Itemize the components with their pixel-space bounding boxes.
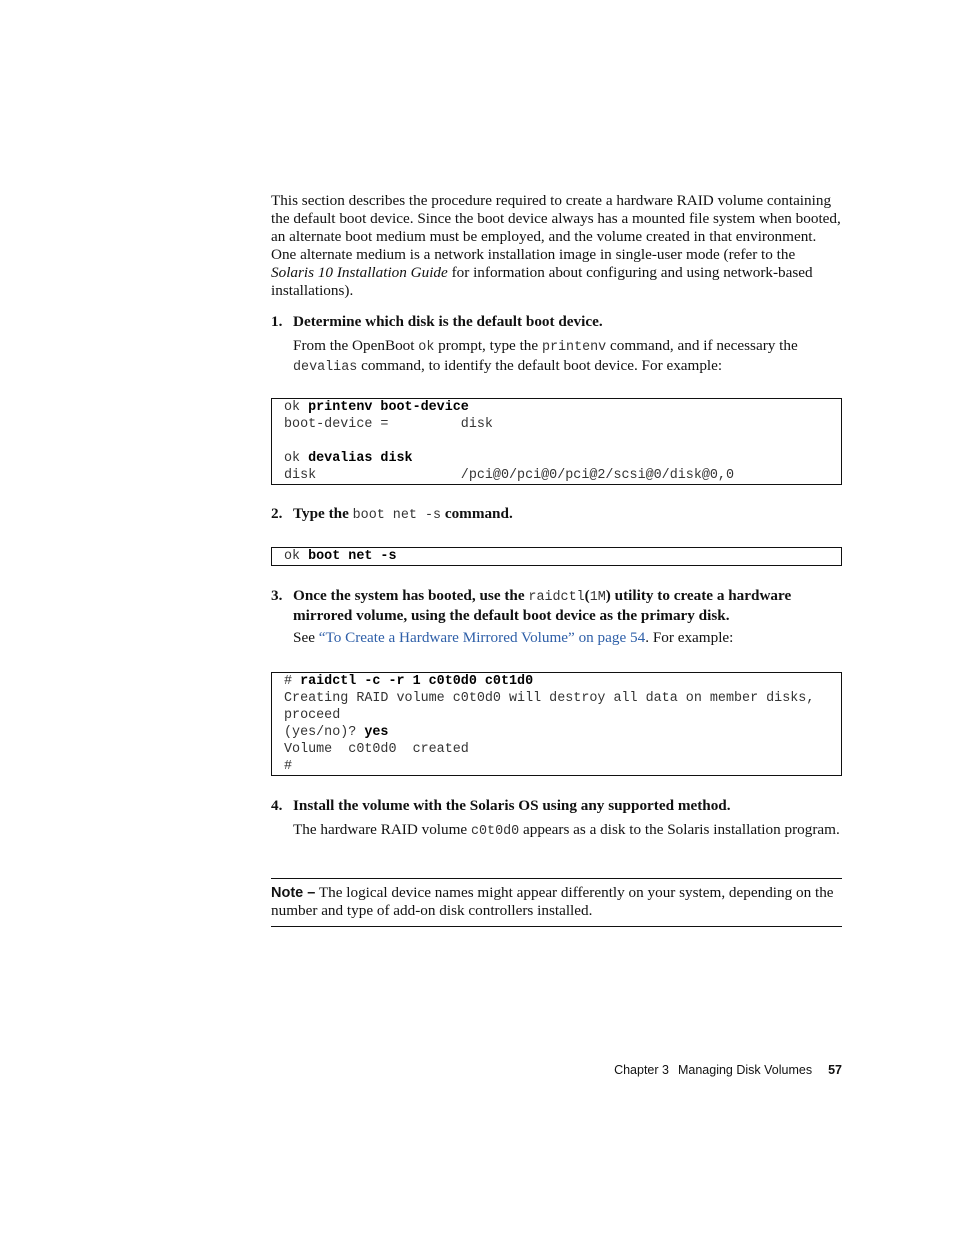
- output-line: disk /pci@0/pci@0/pci@2/scsi@0/disk@0,0: [284, 468, 734, 483]
- step-4-body: [293, 821, 842, 841]
- text: See: [293, 629, 319, 646]
- step-title: Determine which disk is the default boot device.: [293, 313, 603, 330]
- text: (: [584, 587, 590, 604]
- intro-paragraph: [271, 192, 842, 300]
- inline-code: c0t0d0: [470, 824, 520, 839]
- prompt: ok: [284, 400, 309, 415]
- step-number: 2.: [271, 505, 283, 522]
- output-line: boot-device = disk: [284, 417, 493, 432]
- step-number: 1.: [271, 313, 283, 330]
- output-line: #: [284, 759, 293, 774]
- step-number: 3.: [271, 587, 283, 604]
- note-text: The logical device names might appear differently on your system, depending on the number and type of add-on disk controllers installed.: [271, 884, 834, 919]
- text: prompt, type the: [434, 337, 542, 354]
- step-1-body: [293, 337, 842, 377]
- inline-code: raidctl: [528, 590, 585, 605]
- code-block: [272, 548, 841, 565]
- page-number: 57: [828, 1063, 842, 1077]
- installation-guide-title: Solaris 10 Installation Guide: [271, 264, 448, 281]
- step-title: [293, 587, 842, 625]
- text: Type the: [293, 505, 353, 522]
- intro-text: This section describes the procedure required to create a hardware RAID volume containing the default boot device. Since the boot device always has a mounted file system when booted, an alternate boot medium must be employed, and the volume created in that environment. One alternate medium is a network installation image in single-user mode (refer to the: [271, 192, 841, 263]
- text: From the OpenBoot: [293, 337, 419, 354]
- note-content: [271, 879, 842, 926]
- cross-reference-link[interactable]: “To Create a Hardware Mirrored Volume” on page 54: [318, 629, 646, 646]
- inline-code: boot net -s: [352, 508, 442, 523]
- chapter-title: Managing Disk Volumes: [677, 1063, 813, 1077]
- code-block: [272, 673, 841, 775]
- inline-code: 1M: [589, 590, 606, 605]
- chapter-label: Chapter 3: [614, 1063, 669, 1077]
- prompt: ok: [284, 451, 309, 466]
- inline-code: ok: [418, 340, 435, 355]
- intro-text-end: for information about configuring and using network-based installations).: [271, 264, 813, 299]
- text: The hardware RAID volume: [293, 821, 471, 838]
- code-box-raidctl: [271, 672, 842, 776]
- prompt: #: [284, 674, 301, 689]
- text: appears as a disk to the Solaris installation program.: [519, 821, 840, 838]
- step-title: [293, 505, 842, 525]
- command: boot net -s: [308, 549, 397, 564]
- prompt: (yes/no)?: [284, 725, 365, 740]
- command: raidctl -c -r 1 c0t0d0 c0t1d0: [300, 674, 534, 689]
- text: Once the system has booted, use the: [293, 587, 529, 604]
- code-block: [272, 399, 841, 484]
- text: . For example:: [645, 629, 734, 646]
- text: ) utility to create a hardware mirrored volume, using the default boot device as the primary disk.: [293, 587, 792, 624]
- text: command, to identify the default boot device. For example:: [357, 357, 723, 374]
- note-label: Note –: [271, 885, 316, 901]
- step-number: 4.: [271, 797, 283, 814]
- inline-code: devalias: [293, 360, 358, 375]
- code-box-printenv: [271, 398, 842, 485]
- text: command.: [441, 505, 513, 522]
- output-line: Volume c0t0d0 created: [284, 742, 469, 757]
- command: printenv boot-device: [308, 400, 469, 415]
- inline-code: printenv: [541, 340, 607, 355]
- code-box-boot-net: [271, 547, 842, 566]
- step-title: Install the volume with the Solaris OS using any supported method.: [293, 797, 731, 814]
- step-3-body: [293, 629, 842, 647]
- output-line: proceed: [284, 708, 341, 723]
- command: devalias disk: [308, 451, 413, 466]
- command: yes: [364, 725, 389, 740]
- output-line: Creating RAID volume c0t0d0 will destroy all data on member disks,: [284, 691, 815, 706]
- note-box: [271, 878, 842, 927]
- text: command, and if necessary the: [606, 337, 798, 354]
- prompt: ok: [284, 549, 309, 564]
- page-footer: [614, 1063, 842, 1077]
